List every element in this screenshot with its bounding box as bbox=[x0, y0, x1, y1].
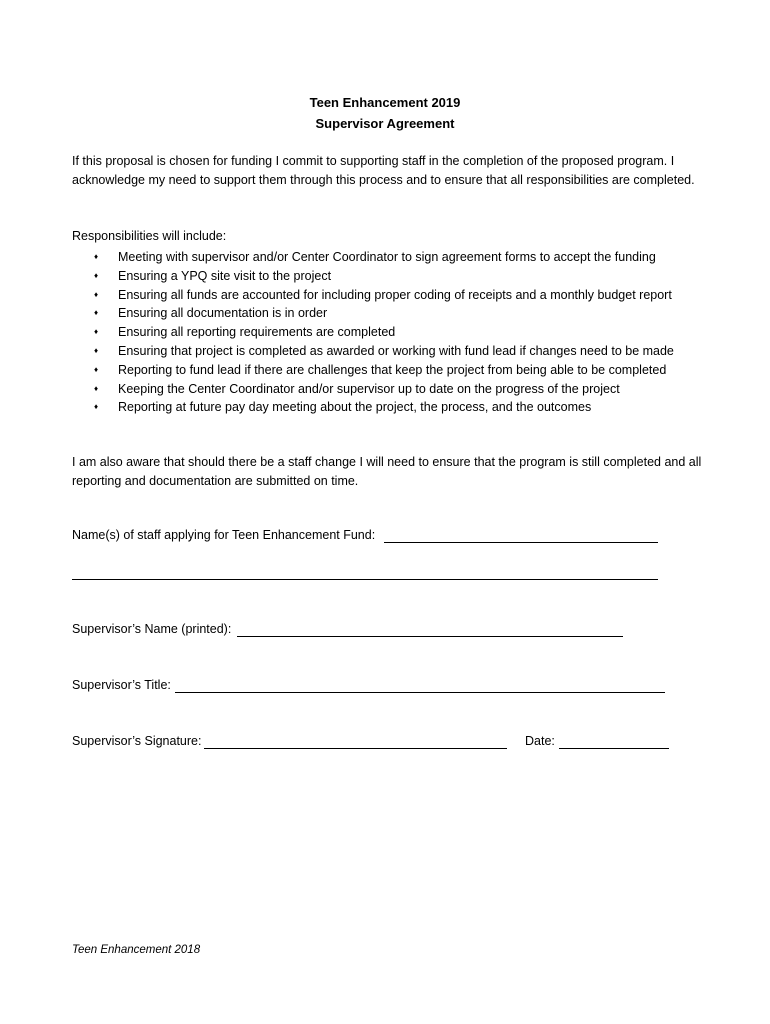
staff-names-field[interactable] bbox=[384, 542, 658, 543]
supervisor-name-field[interactable] bbox=[237, 636, 623, 637]
diamond-bullet-icon: ♦ bbox=[94, 289, 99, 299]
staff-change-paragraph: I am also aware that should there be a staff change I will need to ensure that the program is still completed and all reporting and documentation are submitted on time. bbox=[72, 455, 702, 488]
list-item-text: Ensuring all funds are accounted for including proper coding of receipts and a monthly budget report bbox=[118, 287, 672, 302]
diamond-bullet-icon: ♦ bbox=[94, 252, 99, 261]
date-label: Date: bbox=[525, 734, 555, 748]
list-item bbox=[72, 398, 712, 417]
list-item bbox=[72, 323, 712, 342]
intro-paragraph: If this proposal is chosen for funding I commit to supporting staff in the completion of the proposed program. I acknowledge my need to support them through this process and to ensure that all responsibilities are completed. bbox=[72, 154, 695, 187]
supervisor-title-label: Supervisor’s Title: bbox=[72, 678, 171, 692]
supervisor-name-label: Supervisor’s Name (printed): bbox=[72, 622, 232, 636]
diamond-bullet-icon: ♦ bbox=[94, 383, 99, 393]
diamond-bullet-icon: ♦ bbox=[94, 308, 99, 318]
list-item bbox=[72, 248, 712, 267]
diamond-bullet-icon: ♦ bbox=[94, 402, 99, 412]
page-footer: Teen Enhancement 2018 bbox=[72, 944, 201, 956]
list-item-text: Ensuring all documentation is in order bbox=[118, 306, 328, 321]
staff-names-field-continued[interactable] bbox=[72, 579, 658, 580]
list-item bbox=[72, 342, 712, 361]
list-item-text: Reporting to fund lead if there are challenges that keep the project from being able to be completed bbox=[118, 362, 667, 377]
diamond-bullet-icon: ♦ bbox=[94, 327, 99, 337]
list-item bbox=[72, 286, 712, 305]
list-item bbox=[72, 361, 712, 380]
supervisor-signature-label: Supervisor’s Signature: bbox=[72, 734, 202, 748]
list-item-text: Ensuring a YPQ site visit to the project bbox=[118, 268, 332, 283]
list-item bbox=[72, 304, 712, 323]
list-item bbox=[72, 380, 712, 399]
date-field[interactable] bbox=[559, 748, 669, 749]
responsibilities-list bbox=[72, 248, 712, 417]
document-title: Teen Enhancement 2019 bbox=[309, 95, 461, 110]
supervisor-title-field[interactable] bbox=[175, 692, 665, 693]
diamond-bullet-icon: ♦ bbox=[94, 270, 99, 280]
staff-names-label: Name(s) of staff applying for Teen Enhancement Fund: bbox=[72, 528, 376, 542]
diamond-bullet-icon: ♦ bbox=[94, 345, 99, 355]
list-item-text: Ensuring all reporting requirements are completed bbox=[118, 325, 396, 340]
list-item-text: Meeting with supervisor and/or Center Coordinator to sign agreement forms to accept the funding bbox=[118, 250, 656, 264]
diamond-bullet-icon: ♦ bbox=[94, 364, 99, 374]
list-item-text: Reporting at future pay day meeting about the project, the process, and the outcomes bbox=[118, 400, 592, 415]
list-item-text: Ensuring that project is completed as awarded or working with fund lead if changes need to be made bbox=[118, 343, 674, 358]
responsibilities-heading: Responsibilities will include: bbox=[72, 229, 227, 243]
list-item bbox=[72, 267, 712, 286]
supervisor-signature-field[interactable] bbox=[204, 748, 507, 749]
list-item-text: Keeping the Center Coordinator and/or supervisor up to date on the progress of the project bbox=[118, 381, 620, 396]
document-subtitle: Supervisor Agreement bbox=[315, 116, 455, 131]
